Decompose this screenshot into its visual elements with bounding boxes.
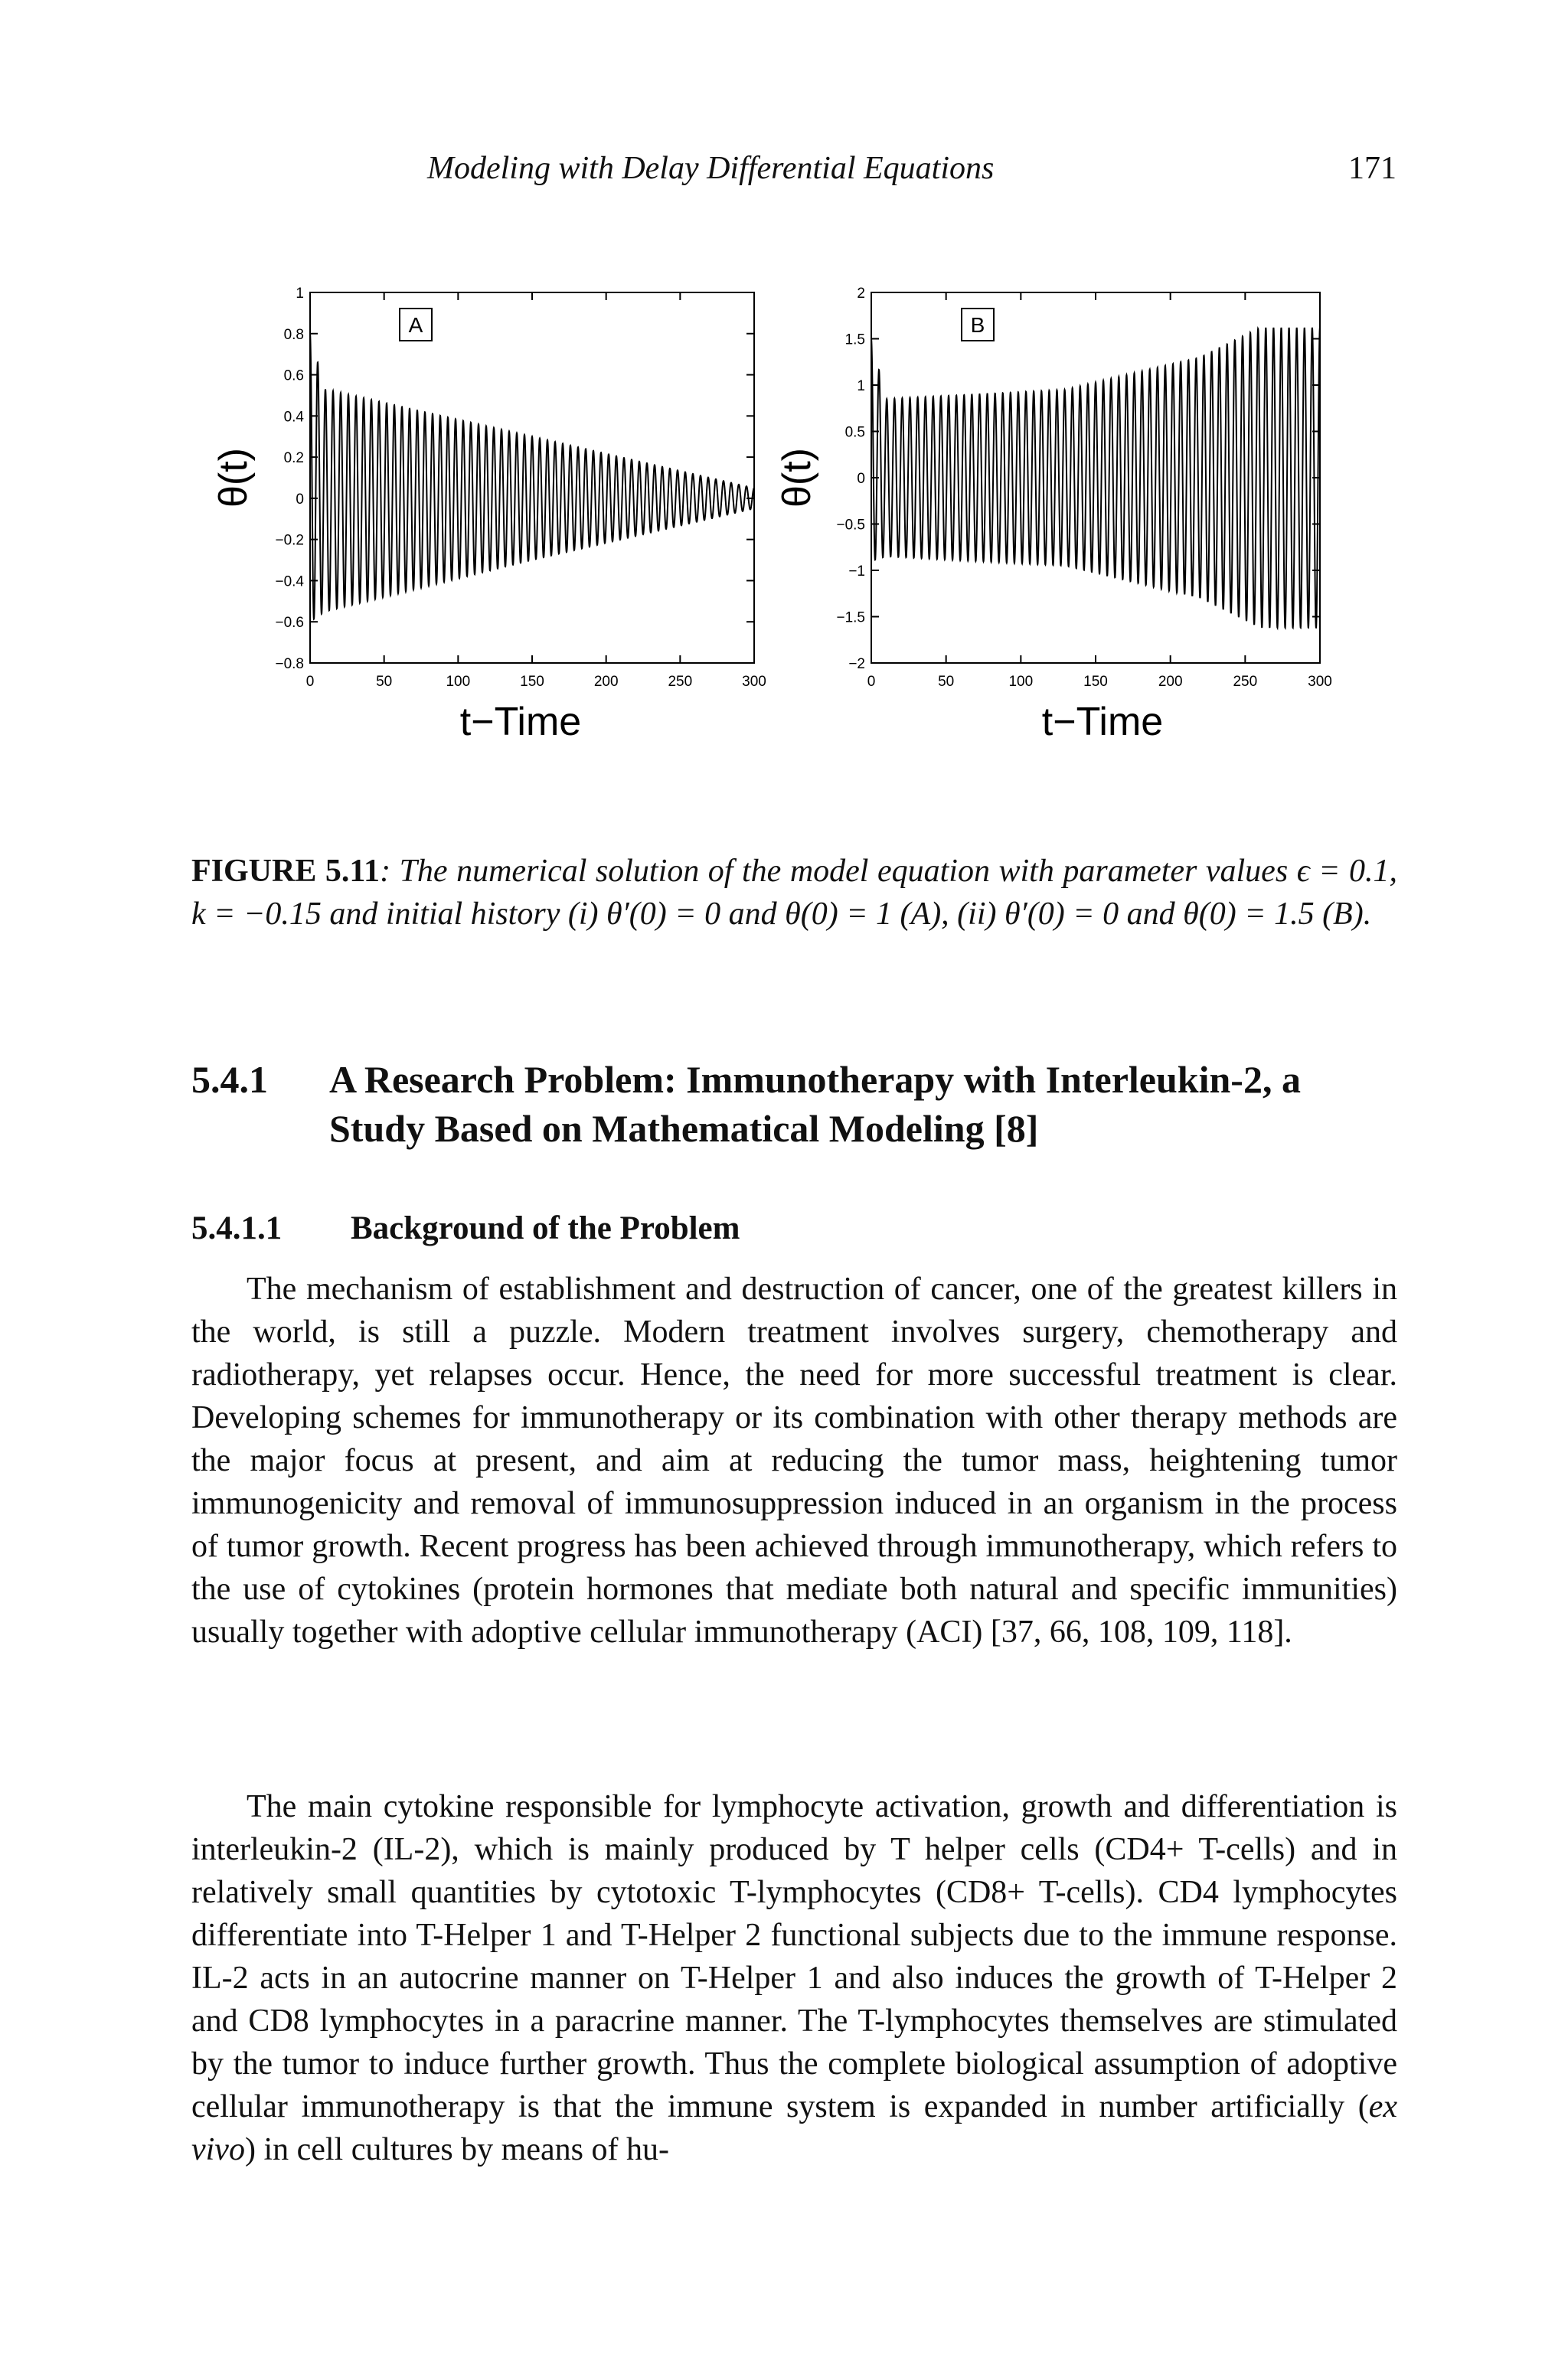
x-tick-label: 100: [446, 674, 471, 690]
panel-b: [775, 286, 1332, 744]
panel-a-ylabel: θ(t): [211, 448, 256, 508]
x-tick-label: 0: [305, 674, 315, 690]
panel-a-xlabel: t−Time: [459, 700, 582, 744]
body-paragraph-2: [191, 1785, 1397, 2171]
x-tick-label: 200: [593, 674, 619, 690]
x-tick-label: 0: [867, 674, 876, 690]
x-tick-label: 300: [742, 674, 766, 690]
x-tick-label: 50: [938, 674, 955, 690]
y-tick-label: −0.8: [275, 656, 304, 672]
y-tick-label: 0.6: [283, 367, 304, 384]
y-tick-label: −2: [848, 656, 865, 672]
running-header: [190, 150, 1396, 196]
panel-b-series-line: [871, 328, 1320, 628]
y-tick-label: 0: [296, 491, 304, 508]
subsection-number: 5.4.1.1: [191, 1210, 283, 1246]
y-tick-label: 1.5: [844, 331, 865, 348]
subsection-heading: [191, 1210, 740, 1247]
y-tick-label: 0.8: [283, 326, 304, 343]
y-tick-label: −0.5: [836, 517, 865, 534]
panel-a: [211, 286, 766, 744]
panel-b-xlabel: t−Time: [1041, 700, 1164, 744]
body-paragraph-2-part-b: ) in cell cultures by means of hu-: [244, 2132, 669, 2167]
body-paragraph-2-emphasis: ex vivo: [191, 2089, 1397, 2167]
panel-a-label: A: [408, 313, 423, 337]
y-tick-label: 0: [857, 471, 865, 487]
x-tick-label: 150: [1083, 674, 1108, 690]
y-tick-label: 0.4: [283, 409, 304, 426]
y-tick-label: −0.6: [275, 615, 304, 632]
subsection-title: Background of the Problem: [351, 1210, 740, 1246]
panel-a-ticks: [275, 286, 766, 690]
running-title: Modeling with Delay Differential Equations: [427, 151, 995, 186]
caption-label: FIGURE 5.11: [191, 854, 381, 889]
page-number: 171: [1348, 151, 1396, 186]
x-tick-label: 250: [1233, 674, 1258, 690]
y-tick-label: −1: [848, 563, 865, 580]
x-tick-label: 150: [520, 674, 544, 690]
panel-a-series-line: [310, 334, 754, 619]
x-tick-label: 200: [1158, 674, 1183, 690]
y-tick-label: 1: [857, 378, 865, 394]
section-number: 5.4.1: [191, 1058, 268, 1101]
x-tick-label: 250: [668, 674, 693, 690]
y-tick-label: 2: [857, 286, 865, 302]
y-tick-label: −0.2: [275, 532, 304, 549]
figure-5-11: [191, 276, 1386, 766]
y-tick-label: −0.4: [275, 573, 304, 590]
x-tick-label: 100: [1008, 674, 1034, 690]
y-tick-label: 0.2: [283, 450, 304, 467]
body-paragraph-2-part-a: The main cytokine responsible for lymphocyte activation, growth and differentiation is interleukin-2 (IL-2), which is mainly produced by T helper cells (CD4+ T-cells) and in relatively small quantities by cytotoxic T-lymphocytes (CD8+ T-cells). CD4 lymphocytes differentiate into T-Helper 1 and T-Helper 2 functional subjects due to the immune response. IL-2 acts in an autocrine manner on T-Helper 1 and also induces the growth of T-Helper 2 and CD8 lymphocytes in a paracrine manner. The T-lymphocytes themselves are stimulated by the tumor to induce further growth. Thus the complete biological assumption of adoptive cellular immunotherapy is that the immune system is expanded in number artificially (: [191, 1789, 1397, 2124]
y-tick-label: 0.5: [844, 424, 865, 441]
figure-caption: [191, 850, 1397, 936]
panel-b-label: B: [970, 313, 985, 337]
panel-b-ylabel: θ(t): [775, 448, 819, 508]
x-tick-label: 300: [1308, 674, 1332, 690]
caption-text: : The numerical solution of the model equation with parameter values ϵ = 0.1, k = −0.15 and initial history (i) θ′(0) = 0 and θ(0) = 1 (A), (ii) θ′(0) = 0 and θ(0) = 1.5 (B).: [191, 854, 1397, 932]
y-tick-label: −1.5: [836, 609, 865, 626]
y-tick-label: 1: [296, 286, 304, 302]
figure-plots: [191, 276, 1386, 766]
body-paragraph-1: The mechanism of establishment and destruction of cancer, one of the greatest killers in the world, is still a puzzle. Modern treatment involves surgery, chemotherapy and radiotherapy, yet relapses occur. Hence, the need for more successful treatment is clear. Developing schemes for immunotherapy or its combination with other therapy methods are the major focus at present, and aim at reducing the tumor mass, heightening tumor immunogenicity and removal of immunosuppression induced in an organism in the process of tumor growth. Recent progress has been achieved through immunotherapy, which refers to the use of cytokines (protein hormones that mediate both natural and specific immunities) usually together with adoptive cellular immunotherapy (ACI) [37, 66, 108, 109, 118].: [191, 1272, 1397, 1650]
x-tick-label: 50: [376, 674, 393, 690]
section-title: A Research Problem: Immunotherapy with Interleukin-2, a Study Based on Mathematical Modeling [8]: [329, 1058, 1301, 1150]
